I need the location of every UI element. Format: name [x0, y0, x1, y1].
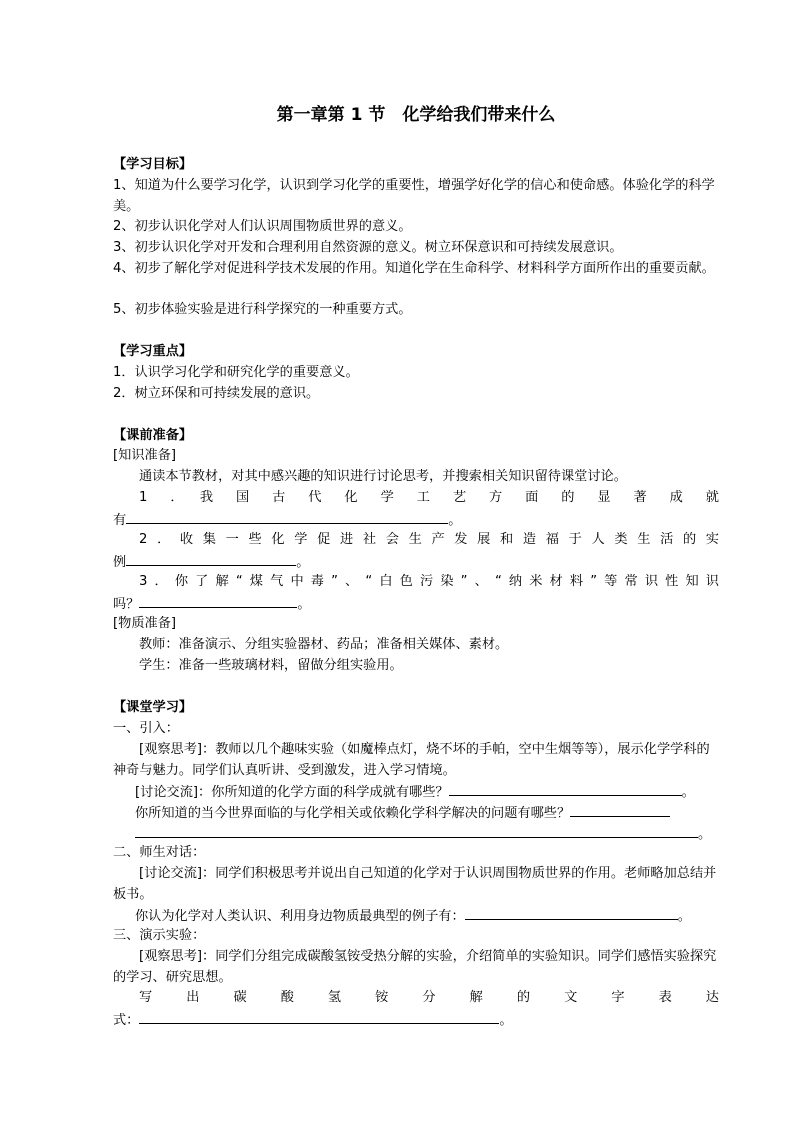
- question-3-text: 3．你了解“煤气中毒”、“白色污染”、“纳米材料”等常识性知识: [139, 574, 719, 589]
- section-1-answer-line: [113, 823, 719, 845]
- question-2-text: 2．收集一些化学促进社会生产发展和造福于人类生活的实: [139, 532, 719, 547]
- teacher-prep: 教师：准备演示、分组实验器材、药品；准备相关媒体、素材。: [139, 637, 509, 652]
- section-3-write-prefix: 式：: [113, 1013, 140, 1028]
- material-prep-label: [物质准备]: [113, 616, 177, 631]
- goal-item-3: 3、初步认识化学对开发和合理利用自然资源的意义。树立环保意识和可持续发展意识。: [113, 240, 623, 255]
- goal-item-4: 4、初步了解化学对促进科学技术发展的作用。知道化学在生命科学、材料科学方面所作出的重要贡献。: [113, 261, 715, 276]
- end-mark: 。: [296, 555, 310, 570]
- section-3-answer-line: [113, 1009, 719, 1031]
- section-1-question: 你所知道的当今世界面临的与化学相关或依赖化学科学解决的问题有哪些？: [135, 806, 571, 821]
- question-2-prefix: 例: [113, 555, 127, 570]
- goal-item-1: 1、知道为什么要学习化学，认识到学习化学的重要性，增强学好化学的信心和使命感。体验化学的科学美。: [113, 178, 715, 214]
- answer-blank-1[interactable]: [126, 509, 448, 524]
- keypoints-heading: 【学习重点】: [113, 344, 193, 359]
- goals-heading: 【学习目标】: [113, 157, 193, 172]
- knowledge-prep-label: [知识准备]: [113, 448, 177, 463]
- answer-blank-8[interactable]: [139, 1009, 499, 1024]
- page-title: 第一章第 1 节 化学给我们带来什么: [276, 105, 556, 125]
- student-prep: 学生：准备一些玻璃材料，留做分组实验用。: [139, 658, 403, 673]
- question-1-answer-line: [113, 509, 719, 531]
- goal-item-2: 2、初步认识化学对人们认识周围物质世界的意义。: [113, 219, 412, 234]
- section-1-label: 一、引入：: [113, 721, 179, 736]
- keypoint-item-2: 2．树立环保和可持续发展的意识。: [113, 386, 320, 401]
- question-1-prefix: 有: [113, 513, 127, 528]
- answer-blank-7[interactable]: [465, 905, 678, 920]
- prep-heading: 【课前准备】: [113, 428, 193, 443]
- section-3-label: 三、演示实验：: [113, 928, 206, 943]
- question-2-answer-line: [113, 551, 719, 573]
- section-2-label: 二、师生对话：: [113, 845, 206, 860]
- question-3-prefix: 吗？: [113, 597, 140, 612]
- classroom-heading: 【课堂学习】: [113, 700, 193, 715]
- end-mark: 。: [448, 513, 462, 528]
- section-2-question-line: [113, 905, 719, 927]
- goal-item-5: 5、初步体验实验是进行科学探究的一种重要方式。: [113, 302, 412, 317]
- prep-intro: 通读本节教材，对其中感兴趣的知识进行讨论思考，并搜索相关知识留待课堂讨论。: [139, 469, 627, 484]
- end-mark: 。: [297, 597, 311, 612]
- section-1-discuss: [讨论交流]：你所知道的化学方面的科学成就有哪些？: [135, 785, 449, 800]
- section-2-question: 你认为化学对人类认识、利用身边物质最典型的例子有：: [135, 909, 465, 924]
- section-1-observe: [观察思考]：教师以几个趣味实验（如魔棒点灯，烧不坏的手帕，空中生烟等等），展示化学学科的神奇与魅力。同学们认真听讲、受到激发，进入学习情境。: [113, 742, 710, 778]
- section-3-observe: [观察思考]：同学们分组完成碳酸氢铵受热分解的实验，介绍简单的实验知识。同学们感悟实验探究的学习、研究思想。: [113, 949, 717, 985]
- answer-blank-5[interactable]: [570, 802, 670, 817]
- end-mark: 。: [499, 1013, 513, 1028]
- answer-blank-3[interactable]: [139, 593, 297, 608]
- section-1-question-line: [113, 802, 719, 824]
- end-mark: 。: [681, 785, 695, 800]
- section-1-discuss-line: [113, 781, 719, 803]
- answer-blank-4[interactable]: [449, 781, 682, 796]
- answer-blank-2[interactable]: [126, 551, 296, 566]
- section-2-discuss: [讨论交流]：同学们积极思考并说出自己知道的化学对于认识周围物质世界的作用。老师略加总结并板书。: [113, 866, 717, 902]
- end-mark: 。: [698, 827, 712, 842]
- answer-blank-6[interactable]: [135, 823, 698, 838]
- keypoint-item-1: 1．认识学习化学和研究化学的重要意义。: [113, 365, 359, 380]
- question-1-text: 1 ． 我 国 古 代 化 学 工 艺 方 面 的 显 著 成 就: [139, 490, 719, 505]
- end-mark: 。: [677, 909, 691, 924]
- section-3-write-text: 写 出 碳 酸 氢 铵 分 解 的 文 字 表 达: [139, 990, 719, 1005]
- question-3-answer-line: [113, 593, 719, 615]
